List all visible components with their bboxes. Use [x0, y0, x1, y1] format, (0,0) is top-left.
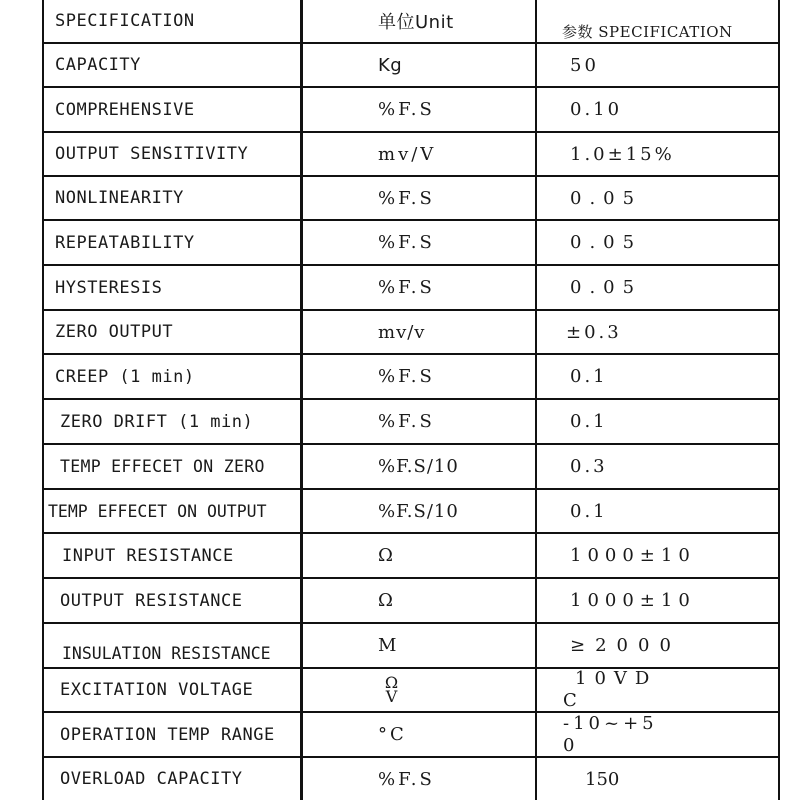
unit-value: mv/v — [378, 321, 426, 343]
unit-value: %F.S — [378, 366, 435, 387]
table-row — [0, 400, 800, 443]
spec-value-continued: C — [563, 690, 585, 711]
unit-value: mv/V — [378, 143, 437, 165]
spec-label: CAPACITY — [55, 55, 141, 75]
spec-value-cell — [563, 669, 771, 711]
spec-value: 0.05 — [570, 277, 643, 298]
table-row — [0, 266, 800, 309]
unit-value: %F.S — [378, 768, 435, 790]
spec-value-cell — [563, 713, 771, 756]
spec-label: OPERATION TEMP RANGE — [60, 724, 275, 745]
table-row — [0, 133, 800, 175]
table-row — [0, 758, 800, 800]
unit-value: %F.S — [378, 99, 435, 120]
unit-value: %F.S/10 — [378, 456, 459, 477]
spec-value: 0.1 — [570, 411, 608, 432]
spec-value: 0.10 — [570, 99, 623, 120]
spec-label: EXCITATION VOLTAGE — [60, 680, 254, 700]
table-row — [0, 355, 800, 398]
spec-label: CREEP (1 min) — [55, 366, 195, 387]
spec-label: INSULATION RESISTANCE — [62, 644, 271, 663]
table-row — [0, 44, 800, 86]
spec-value-continued: 0 — [563, 734, 579, 756]
unit-value: %F.S — [378, 232, 435, 253]
spec-label: ZERO OUTPUT — [55, 322, 174, 342]
spec-label: NONLINEARITY — [55, 188, 184, 208]
spec-value: 0.1 — [570, 366, 608, 387]
spec-value: ±0.3 — [566, 321, 622, 343]
spec-value: 0.1 — [570, 500, 608, 522]
spec-value: -10~+5 — [563, 712, 658, 734]
spec-value: ≥2000 — [570, 635, 681, 656]
unit-value: %F.S — [378, 411, 435, 432]
unit-value: %F.S — [378, 277, 435, 298]
spec-value: 1000±10 — [570, 545, 696, 566]
unit-value: M — [378, 635, 400, 656]
spec-label: HYSTERESIS — [55, 277, 163, 298]
spec-label: COMPREHENSIVE — [55, 99, 195, 120]
spec-label: TEMP EFFECET ON ZERO — [60, 457, 265, 476]
unit-value: Ω — [378, 590, 396, 611]
spec-label: OUTPUT SENSITIVITY — [55, 144, 249, 164]
unit-value: °C — [378, 724, 407, 745]
table-row — [0, 445, 800, 488]
table-row — [0, 221, 800, 264]
spec-label: ZERO DRIFT (1 min) — [60, 411, 254, 432]
unit-value: %F.S/10 — [378, 500, 459, 522]
spec-label: REPEATABILITY — [55, 232, 195, 253]
header-specification: SPECIFICATION — [55, 11, 195, 31]
table-row — [0, 490, 800, 532]
table-row — [0, 534, 800, 577]
spec-label: INPUT RESISTANCE — [62, 545, 234, 566]
table-row — [0, 579, 800, 622]
spec-value: 10VD — [575, 668, 658, 689]
spec-value: 0.05 — [570, 232, 643, 253]
spec-label: OVERLOAD CAPACITY — [60, 769, 243, 789]
spec-value: 1.0±15% — [570, 143, 675, 165]
table-row — [0, 624, 800, 667]
unit-value: Ω — [378, 545, 396, 566]
spec-value: 0.3 — [570, 456, 608, 477]
unit-value: Ω V — [384, 673, 402, 706]
spec-value: 0.05 — [570, 187, 643, 209]
header-unit: 单位Unit — [378, 12, 454, 33]
table-row — [0, 177, 800, 219]
spec-value: 50 — [570, 54, 599, 76]
table-row — [0, 88, 800, 131]
header-parameter: 参数 SPECIFICATION — [562, 22, 733, 41]
unit-value: %F.S — [378, 187, 435, 209]
unit-value: Kg — [378, 54, 403, 76]
table-header-row — [0, 0, 800, 42]
spec-value: 150 — [585, 768, 620, 790]
spec-value: 1000±10 — [570, 590, 696, 611]
spec-label: TEMP EFFECET ON OUTPUT — [48, 501, 267, 521]
table-row — [0, 311, 800, 353]
table-row — [0, 669, 800, 711]
spec-label: OUTPUT RESISTANCE — [60, 590, 243, 611]
table-row — [0, 713, 800, 756]
